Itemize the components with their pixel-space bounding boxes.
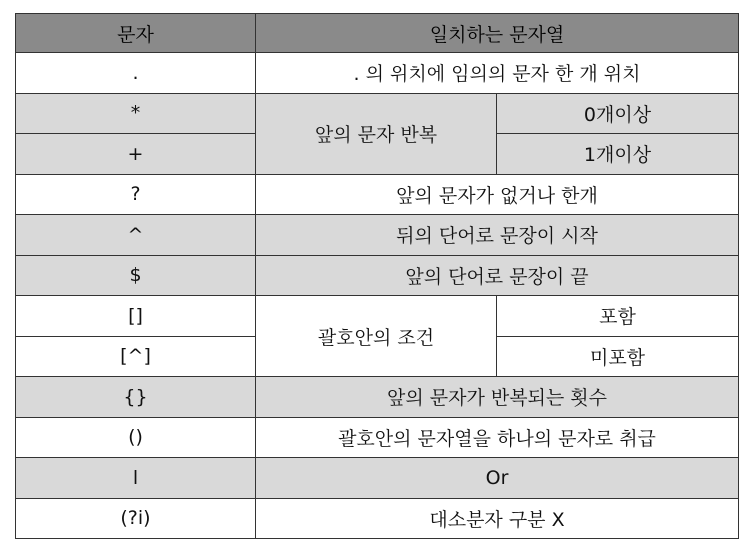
- desc-cell: 대소분자 구분 X: [256, 498, 739, 539]
- char-cell: []: [16, 296, 256, 337]
- regex-table: [15, 13, 739, 539]
- char-cell: ?: [16, 174, 256, 215]
- char-cell: ^: [16, 215, 256, 256]
- char-cell: *: [16, 93, 256, 134]
- desc-cell: Or: [256, 458, 739, 499]
- sub-cell: 0개이상: [497, 93, 739, 134]
- table-row: [16, 53, 739, 94]
- table-row: [16, 215, 739, 256]
- char-cell: $: [16, 255, 256, 296]
- table-row: [16, 417, 739, 458]
- char-cell: {}: [16, 377, 256, 418]
- header-row: [16, 14, 739, 53]
- sub-cell: 1개이상: [497, 134, 739, 175]
- desc-cell: 뒤의 단어로 문장이 시작: [256, 215, 739, 256]
- char-cell: .: [16, 53, 256, 94]
- table-row: [16, 255, 739, 296]
- sub-cell: 포함: [497, 296, 739, 337]
- desc-cell: 괄호안의 문자열을 하나의 문자로 취급: [256, 417, 739, 458]
- char-cell: +: [16, 134, 256, 175]
- sub-cell: 미포함: [497, 336, 739, 377]
- desc-cell: . 의 위치에 임의의 문자 한 개 위치: [256, 53, 739, 94]
- desc-cell: 앞의 문자가 없거나 한개: [256, 174, 739, 215]
- group-cell: 앞의 문자 반복: [256, 93, 497, 174]
- table-row: [16, 296, 739, 337]
- char-cell: (): [16, 417, 256, 458]
- table-row: [16, 377, 739, 418]
- table-row: [16, 174, 739, 215]
- desc-cell: 앞의 단어로 문장이 끝: [256, 255, 739, 296]
- table-row: [16, 498, 739, 539]
- table-row: [16, 93, 739, 134]
- desc-cell: 앞의 문자가 반복되는 횟수: [256, 377, 739, 418]
- table-row: [16, 458, 739, 499]
- group-cell: 괄호안의 조건: [256, 296, 497, 377]
- header-match: 일치하는 문자열: [256, 14, 739, 53]
- char-cell: (?i): [16, 498, 256, 539]
- header-char: 문자: [16, 14, 256, 53]
- char-cell: l: [16, 458, 256, 499]
- char-cell: [^]: [16, 336, 256, 377]
